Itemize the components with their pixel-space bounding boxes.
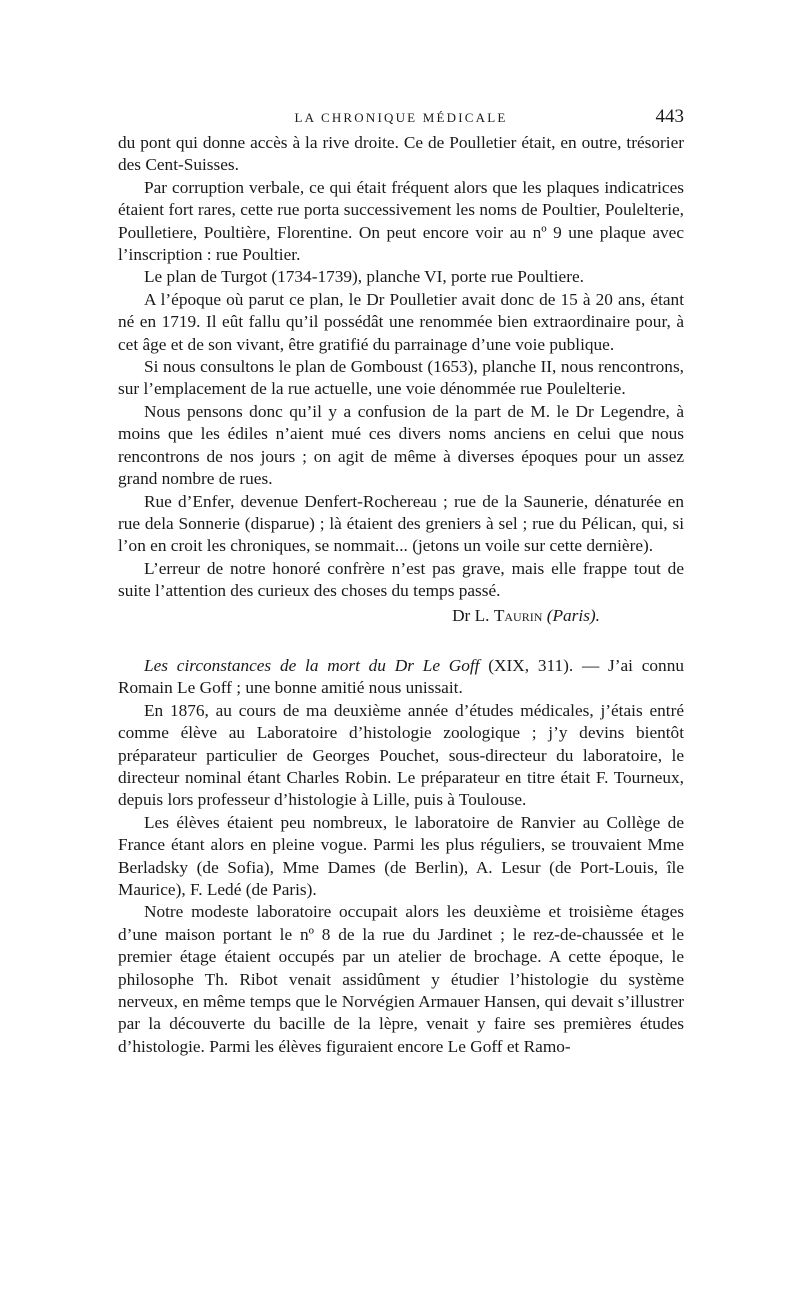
paragraph: Rue d’Enfer, devenue Denfert-Rochereau ; rue de la Saunerie, dénaturée en rue dela Sonnerie (disparue) ; là étaient des greniers à sel ; rue du Pélican, qui, si l’on en croit les chroniques, se nommait... (jetons un voile sur cette dernière). xyxy=(118,491,684,556)
body-text xyxy=(118,132,684,1058)
paragraph: Si nous consultons le plan de Gomboust (1653), planche II, nous rencontrons, sur l’emplacement de la rue actuelle, une voie dénommée rue Poulelterie. xyxy=(118,357,684,399)
signature xyxy=(118,605,600,627)
article-heading: Les circonstances de la mort du Dr Le Goff xyxy=(144,655,480,675)
paragraph: Notre modeste laboratoire occupait alors les deuxième et troisième étages d’une maison portant le nº 8 de la rue du Jardinet ; le rez-de-chaussée et le premier étage étaient occupés par un atelier de brochage. A cette époque, le philosophe Th. Ribot venait assidûment y étudier l’histologie du système nerveux, en même temps que le Norvégien Armauer Hansen, qui devait s’illustrer par la découverte du bacille de la lèpre, venait y faire ses premières études d’histologie. Parmi les élèves figuraient encore Le Goff et Ramo- xyxy=(118,902,684,1056)
running-title: LA CHRONIQUE MÉDICALE xyxy=(294,110,508,125)
paragraph: A l’époque où parut ce plan, le Dr Poulletier avait donc de 15 à 20 ans, étant né en 1719. Il eût fallu qu’il possédât une renommée bien extraordinaire pour, à cet âge et de son vivant, être gratifié du parrainage d’une voie publique. xyxy=(118,289,684,354)
paragraph: L’erreur de notre honoré confrère n’est pas grave, mais elle frappe tout de suite l’attention des curieux des choses du temps passé. xyxy=(118,558,684,601)
signature-title: Dr L. xyxy=(452,605,490,625)
signature-name: Taurin xyxy=(493,605,543,625)
page-header xyxy=(118,106,684,130)
paragraph: Nous pensons donc qu’il y a confusion de la part de M. le Dr Legendre, à moins que les édiles n’aient mué ces divers noms anciens en celui que nous rencontrons de nos jours ; on agit de même à diverses époques pour un assez grand nombre de rues. xyxy=(118,401,684,489)
paragraph: Les élèves étaient peu nombreux, le laboratoire de Ranvier au Collège de France étant alors en pleine vogue. Parmi les plus réguliers, se trouvaient Mme Berladsky (de Sofia), Mme Dames (de Berlin), A. Lesur (de Port-Louis, île Maurice), F. Ledé (de Paris). xyxy=(118,812,684,899)
paragraph: Par corruption verbale, ce qui était fréquent alors que les plaques indicatrices étaient fort rares, cette rue porta successivement les noms de Poultier, Poulelterie, Poulletiere, Poultière, Florentine. On peut encore voir au nº 9 une plaque avec l’inscription : rue Poultier. xyxy=(118,177,684,265)
page-number: 443 xyxy=(655,106,684,127)
article-opening xyxy=(118,655,684,700)
signature-city: (Paris). xyxy=(546,605,600,625)
paragraph: En 1876, au cours de ma deuxième année d’études médicales, j’étais entré comme élève au Laboratoire d’histologie zoologique ; j’y devins bientôt préparateur particulier de Georges Pouchet, sous-directeur du laboratoire, le directeur nominal étant Charles Robin. Le préparateur en titre était F. Tourneux, depuis lors professeur d’histologie à Lille, puis à Toulouse. xyxy=(118,700,684,810)
article-reference: (XIX, 311). — J’ai connu Romain Le Goff ; une bonne amitié nous unissait. xyxy=(118,655,684,698)
paragraph: Le plan de Turgot (1734-1739), planche VI, porte rue Poultiere. xyxy=(144,267,584,287)
section-spacer xyxy=(118,627,684,655)
paragraph: du pont qui donne accès à la rive droite. Ce de Poulletier était, en outre, trésorier des Cent-Suisses. xyxy=(118,133,684,175)
